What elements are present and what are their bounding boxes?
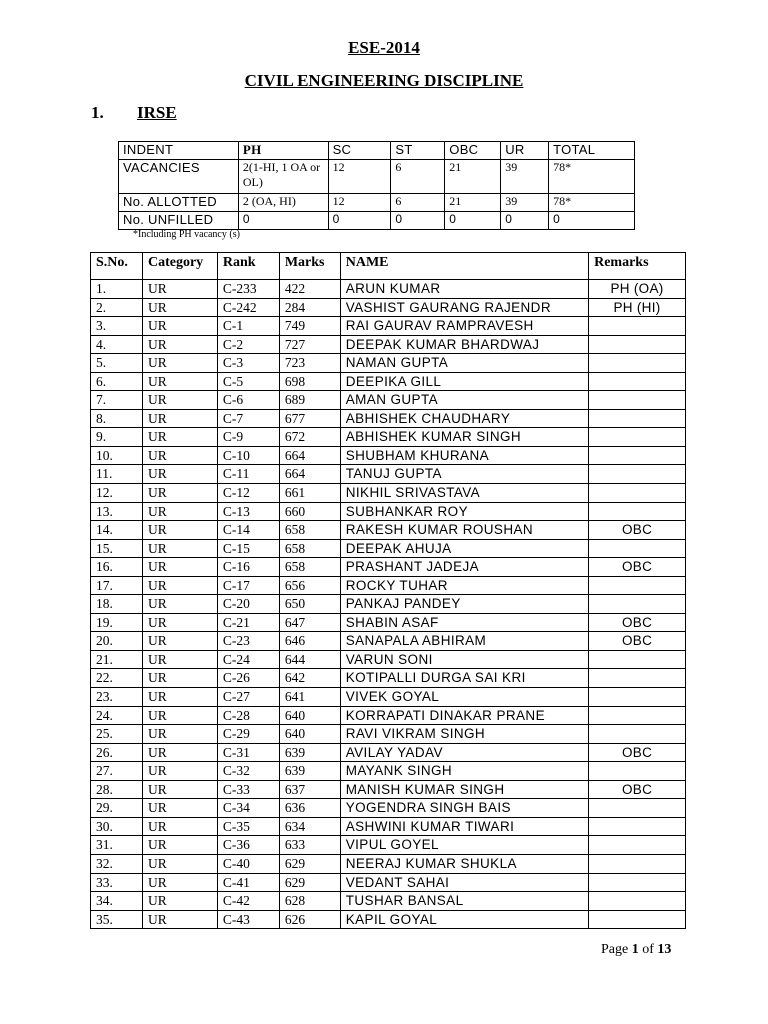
header-rank: Rank	[217, 253, 279, 280]
cell-name: DEEPAK AHUJA	[340, 539, 588, 558]
cell-remarks	[589, 335, 686, 354]
cell-sno: 6.	[91, 372, 143, 391]
cell-rank: C-7	[217, 409, 279, 428]
cell-name: YOGENDRA SINGH BAIS	[340, 799, 588, 818]
cell-remarks: OBC	[589, 521, 686, 540]
indent-row-allotted	[119, 194, 635, 212]
cell-sno: 14.	[91, 521, 143, 540]
cell-marks: 650	[279, 595, 340, 614]
cell-marks: 642	[279, 669, 340, 688]
cell-category: UR	[142, 854, 217, 873]
cell-marks: 639	[279, 762, 340, 781]
cell-category: UR	[142, 688, 217, 707]
cell-remarks	[589, 317, 686, 336]
cell-rank: C-9	[217, 428, 279, 447]
cell-category: UR	[142, 836, 217, 855]
cell-rank: C-3	[217, 354, 279, 373]
cell-rank: C-242	[217, 298, 279, 317]
cell-remarks	[589, 873, 686, 892]
cell-remarks	[589, 465, 686, 484]
cell-category: UR	[142, 817, 217, 836]
cell-name: SUBHANKAR ROY	[340, 502, 588, 521]
indent-cell: 39	[501, 194, 549, 212]
header-remarks: Remarks	[589, 253, 686, 280]
cell-name: TANUJ GUPTA	[340, 465, 588, 484]
cell-marks: 636	[279, 799, 340, 818]
indent-footnote: *Including PH vacancy (s)	[133, 229, 240, 240]
indent-cell: 0	[238, 212, 328, 230]
cell-rank: C-32	[217, 762, 279, 781]
table-row	[91, 354, 686, 373]
cell-category: UR	[142, 521, 217, 540]
page-of: of	[642, 942, 654, 957]
table-row	[91, 892, 686, 911]
cell-category: UR	[142, 892, 217, 911]
table-row	[91, 743, 686, 762]
indent-cell: 78*	[549, 160, 635, 194]
indent-cell: 12	[328, 160, 391, 194]
cell-sno: 11.	[91, 465, 143, 484]
indent-header-cell: TOTAL	[549, 142, 635, 160]
cell-marks: 284	[279, 298, 340, 317]
cell-remarks	[589, 428, 686, 447]
cell-remarks: OBC	[589, 632, 686, 651]
cell-name: RAI GAURAV RAMPRAVESH	[340, 317, 588, 336]
cell-name: AMAN GUPTA	[340, 391, 588, 410]
cell-sno: 16.	[91, 558, 143, 577]
cell-sno: 15.	[91, 539, 143, 558]
table-row	[91, 372, 686, 391]
cell-name: KAPIL GOYAL	[340, 910, 588, 929]
cell-remarks: OBC	[589, 780, 686, 799]
page-total: 13	[657, 942, 672, 957]
table-row	[91, 317, 686, 336]
cell-sno: 21.	[91, 650, 143, 669]
cell-remarks: OBC	[589, 558, 686, 577]
cell-remarks	[589, 372, 686, 391]
table-row	[91, 465, 686, 484]
page-indicator	[601, 942, 671, 958]
allotment-header-row	[91, 253, 686, 280]
indent-header-row	[119, 142, 635, 160]
cell-name: ARUN KUMAR	[340, 280, 588, 299]
cell-marks: 658	[279, 521, 340, 540]
cell-sno: 1.	[91, 280, 143, 299]
cell-category: UR	[142, 632, 217, 651]
table-row	[91, 280, 686, 299]
table-row	[91, 650, 686, 669]
cell-name: NEERAJ KUMAR SHUKLA	[340, 854, 588, 873]
cell-marks: 647	[279, 613, 340, 632]
cell-sno: 35.	[91, 910, 143, 929]
cell-remarks	[589, 502, 686, 521]
cell-rank: C-31	[217, 743, 279, 762]
cell-remarks	[589, 910, 686, 929]
cell-rank: C-27	[217, 688, 279, 707]
cell-remarks	[589, 725, 686, 744]
cell-name: DEEPAK KUMAR BHARDWAJ	[340, 335, 588, 354]
cell-category: UR	[142, 780, 217, 799]
cell-category: UR	[142, 799, 217, 818]
cell-category: UR	[142, 595, 217, 614]
cell-sno: 23.	[91, 688, 143, 707]
cell-rank: C-42	[217, 892, 279, 911]
indent-cell: 12	[328, 194, 391, 212]
table-row	[91, 817, 686, 836]
table-row	[91, 688, 686, 707]
cell-category: UR	[142, 409, 217, 428]
table-row	[91, 335, 686, 354]
cell-rank: C-20	[217, 595, 279, 614]
indent-cell: 21	[445, 194, 501, 212]
cell-rank: C-17	[217, 576, 279, 595]
cell-remarks	[589, 484, 686, 503]
cell-sno: 33.	[91, 873, 143, 892]
cell-category: UR	[142, 576, 217, 595]
table-row	[91, 521, 686, 540]
indent-cell: 21	[445, 160, 501, 194]
cell-sno: 8.	[91, 409, 143, 428]
indent-cell: 6	[391, 160, 445, 194]
cell-category: UR	[142, 539, 217, 558]
cell-name: SANAPALA ABHIRAM	[340, 632, 588, 651]
cell-remarks	[589, 688, 686, 707]
table-row	[91, 391, 686, 410]
table-row	[91, 576, 686, 595]
indent-cell: 78*	[549, 194, 635, 212]
cell-rank: C-29	[217, 725, 279, 744]
table-row	[91, 484, 686, 503]
cell-marks: 637	[279, 780, 340, 799]
cell-name: VARUN SONI	[340, 650, 588, 669]
cell-sno: 28.	[91, 780, 143, 799]
cell-category: UR	[142, 484, 217, 503]
cell-marks: 749	[279, 317, 340, 336]
cell-category: UR	[142, 706, 217, 725]
table-row	[91, 632, 686, 651]
cell-sno: 32.	[91, 854, 143, 873]
indent-header-cell: UR	[501, 142, 549, 160]
cell-sno: 27.	[91, 762, 143, 781]
cell-name: ROCKY TUHAR	[340, 576, 588, 595]
cell-name: VIPUL GOYEL	[340, 836, 588, 855]
page-word: Page	[601, 942, 629, 957]
cell-rank: C-40	[217, 854, 279, 873]
cell-name: SHABIN ASAF	[340, 613, 588, 632]
cell-rank: C-35	[217, 817, 279, 836]
cell-category: UR	[142, 428, 217, 447]
indent-cell: 0	[328, 212, 391, 230]
cell-name: KOTIPALLI DURGA SAI KRI	[340, 669, 588, 688]
cell-rank: C-21	[217, 613, 279, 632]
table-row	[91, 706, 686, 725]
indent-cell: VACANCIES	[119, 160, 239, 194]
cell-marks: 640	[279, 725, 340, 744]
indent-row-vacancies	[119, 160, 635, 194]
cell-sno: 9.	[91, 428, 143, 447]
cell-remarks	[589, 354, 686, 373]
cell-sno: 12.	[91, 484, 143, 503]
page-current: 1	[631, 942, 639, 957]
cell-sno: 10.	[91, 446, 143, 465]
cell-marks: 629	[279, 873, 340, 892]
cell-marks: 661	[279, 484, 340, 503]
cell-name: TUSHAR BANSAL	[340, 892, 588, 911]
cell-marks: 633	[279, 836, 340, 855]
cell-rank: C-233	[217, 280, 279, 299]
cell-sno: 22.	[91, 669, 143, 688]
cell-sno: 18.	[91, 595, 143, 614]
document-subtitle: CIVIL ENGINEERING DISCIPLINE	[244, 71, 524, 90]
cell-marks: 677	[279, 409, 340, 428]
table-row	[91, 910, 686, 929]
cell-category: UR	[142, 298, 217, 317]
cell-remarks	[589, 650, 686, 669]
cell-name: ABHISHEK CHAUDHARY	[340, 409, 588, 428]
cell-category: UR	[142, 558, 217, 577]
cell-category: UR	[142, 465, 217, 484]
cell-sno: 19.	[91, 613, 143, 632]
cell-remarks: PH (HI)	[589, 298, 686, 317]
cell-category: UR	[142, 669, 217, 688]
cell-sno: 31.	[91, 836, 143, 855]
cell-category: UR	[142, 725, 217, 744]
cell-rank: C-12	[217, 484, 279, 503]
cell-category: UR	[142, 335, 217, 354]
cell-marks: 698	[279, 372, 340, 391]
cell-remarks	[589, 391, 686, 410]
table-row	[91, 595, 686, 614]
cell-marks: 672	[279, 428, 340, 447]
indent-cell: 0	[549, 212, 635, 230]
cell-marks: 640	[279, 706, 340, 725]
table-row	[91, 799, 686, 818]
table-row	[91, 409, 686, 428]
cell-remarks: OBC	[589, 613, 686, 632]
table-row	[91, 539, 686, 558]
table-row	[91, 446, 686, 465]
document-title: ESE-2014	[348, 38, 420, 57]
cell-remarks: OBC	[589, 743, 686, 762]
table-row	[91, 428, 686, 447]
cell-remarks	[589, 892, 686, 911]
cell-remarks	[589, 576, 686, 595]
indent-cell: 0	[391, 212, 445, 230]
cell-category: UR	[142, 372, 217, 391]
table-row	[91, 613, 686, 632]
cell-marks: 656	[279, 576, 340, 595]
cell-sno: 5.	[91, 354, 143, 373]
cell-marks: 689	[279, 391, 340, 410]
cell-category: UR	[142, 317, 217, 336]
cell-name: VASHIST GAURANG RAJENDR	[340, 298, 588, 317]
cell-rank: C-36	[217, 836, 279, 855]
table-row	[91, 836, 686, 855]
indent-cell: 2 (OA, HI)	[238, 194, 328, 212]
indent-header-cell: OBC	[445, 142, 501, 160]
cell-remarks	[589, 836, 686, 855]
cell-sno: 29.	[91, 799, 143, 818]
cell-remarks	[589, 762, 686, 781]
cell-rank: C-24	[217, 650, 279, 669]
cell-marks: 658	[279, 539, 340, 558]
cell-marks: 422	[279, 280, 340, 299]
table-row	[91, 780, 686, 799]
cell-rank: C-15	[217, 539, 279, 558]
cell-marks: 641	[279, 688, 340, 707]
cell-category: UR	[142, 280, 217, 299]
cell-marks: 727	[279, 335, 340, 354]
cell-name: KORRAPATI DINAKAR PRANE	[340, 706, 588, 725]
cell-marks: 634	[279, 817, 340, 836]
header-marks: Marks	[279, 253, 340, 280]
indent-cell: 6	[391, 194, 445, 212]
table-row	[91, 725, 686, 744]
header-sno: S.No.	[91, 253, 143, 280]
cell-category: UR	[142, 354, 217, 373]
header-category: Category	[142, 253, 217, 280]
cell-remarks	[589, 595, 686, 614]
cell-remarks	[589, 539, 686, 558]
section-name: IRSE	[137, 103, 177, 122]
cell-marks: 723	[279, 354, 340, 373]
cell-marks: 646	[279, 632, 340, 651]
cell-rank: C-1	[217, 317, 279, 336]
cell-marks: 629	[279, 854, 340, 873]
cell-remarks: PH (OA)	[589, 280, 686, 299]
cell-rank: C-14	[217, 521, 279, 540]
table-row	[91, 669, 686, 688]
cell-rank: C-16	[217, 558, 279, 577]
cell-sno: 30.	[91, 817, 143, 836]
cell-name: ASHWINI KUMAR TIWARI	[340, 817, 588, 836]
cell-rank: C-10	[217, 446, 279, 465]
cell-name: PANKAJ PANDEY	[340, 595, 588, 614]
table-row	[91, 558, 686, 577]
cell-category: UR	[142, 762, 217, 781]
cell-marks: 626	[279, 910, 340, 929]
cell-category: UR	[142, 446, 217, 465]
indent-cell: 39	[501, 160, 549, 194]
cell-rank: C-23	[217, 632, 279, 651]
cell-sno: 3.	[91, 317, 143, 336]
cell-name: NIKHIL SRIVASTAVA	[340, 484, 588, 503]
cell-sno: 17.	[91, 576, 143, 595]
cell-sno: 24.	[91, 706, 143, 725]
cell-remarks	[589, 854, 686, 873]
cell-name: SHUBHAM KHURANA	[340, 446, 588, 465]
cell-name: MAYANK SINGH	[340, 762, 588, 781]
table-row	[91, 762, 686, 781]
table-row	[91, 502, 686, 521]
header-name: NAME	[340, 253, 588, 280]
cell-rank: C-2	[217, 335, 279, 354]
cell-remarks	[589, 446, 686, 465]
cell-rank: C-11	[217, 465, 279, 484]
cell-sno: 20.	[91, 632, 143, 651]
table-row	[91, 298, 686, 317]
cell-rank: C-13	[217, 502, 279, 521]
indent-header-cell: INDENT	[119, 142, 239, 160]
cell-category: UR	[142, 613, 217, 632]
cell-name: ABHISHEK KUMAR SINGH	[340, 428, 588, 447]
cell-marks: 658	[279, 558, 340, 577]
cell-rank: C-43	[217, 910, 279, 929]
cell-rank: C-6	[217, 391, 279, 410]
cell-category: UR	[142, 502, 217, 521]
table-row	[91, 854, 686, 873]
cell-remarks	[589, 817, 686, 836]
cell-name: MANISH KUMAR SINGH	[340, 780, 588, 799]
allotment-table	[90, 252, 686, 929]
cell-sno: 7.	[91, 391, 143, 410]
cell-rank: C-33	[217, 780, 279, 799]
cell-marks: 664	[279, 465, 340, 484]
cell-remarks	[589, 706, 686, 725]
cell-name: RAKESH KUMAR ROUSHAN	[340, 521, 588, 540]
cell-rank: C-26	[217, 669, 279, 688]
cell-remarks	[589, 409, 686, 428]
indent-table	[118, 141, 635, 230]
section-number: 1.	[91, 103, 104, 122]
cell-marks: 628	[279, 892, 340, 911]
cell-category: UR	[142, 391, 217, 410]
cell-category: UR	[142, 910, 217, 929]
cell-category: UR	[142, 650, 217, 669]
cell-marks: 660	[279, 502, 340, 521]
cell-marks: 639	[279, 743, 340, 762]
cell-sno: 13.	[91, 502, 143, 521]
indent-cell: No. ALLOTTED	[119, 194, 239, 212]
indent-header-cell: PH	[238, 142, 328, 160]
cell-marks: 644	[279, 650, 340, 669]
cell-remarks	[589, 669, 686, 688]
cell-name: PRASHANT JADEJA	[340, 558, 588, 577]
cell-sno: 25.	[91, 725, 143, 744]
indent-row-unfilled	[119, 212, 635, 230]
cell-category: UR	[142, 873, 217, 892]
cell-remarks	[589, 799, 686, 818]
table-row	[91, 873, 686, 892]
indent-header-cell: ST	[391, 142, 445, 160]
cell-name: AVILAY YADAV	[340, 743, 588, 762]
cell-rank: C-34	[217, 799, 279, 818]
cell-name: VIVEK GOYAL	[340, 688, 588, 707]
cell-name: NAMAN GUPTA	[340, 354, 588, 373]
cell-sno: 4.	[91, 335, 143, 354]
cell-marks: 664	[279, 446, 340, 465]
indent-cell: 0	[445, 212, 501, 230]
allotment-table-body	[91, 280, 686, 929]
cell-name: VEDANT SAHAI	[340, 873, 588, 892]
cell-name: DEEPIKA GILL	[340, 372, 588, 391]
cell-rank: C-41	[217, 873, 279, 892]
cell-sno: 2.	[91, 298, 143, 317]
indent-cell: 2(1-HI, 1 OA or OL)	[238, 160, 328, 194]
indent-cell: No. UNFILLED	[119, 212, 239, 230]
cell-rank: C-28	[217, 706, 279, 725]
cell-rank: C-5	[217, 372, 279, 391]
indent-cell: 0	[501, 212, 549, 230]
cell-sno: 26.	[91, 743, 143, 762]
indent-header-cell: SC	[328, 142, 391, 160]
cell-sno: 34.	[91, 892, 143, 911]
cell-category: UR	[142, 743, 217, 762]
cell-name: RAVI VIKRAM SINGH	[340, 725, 588, 744]
